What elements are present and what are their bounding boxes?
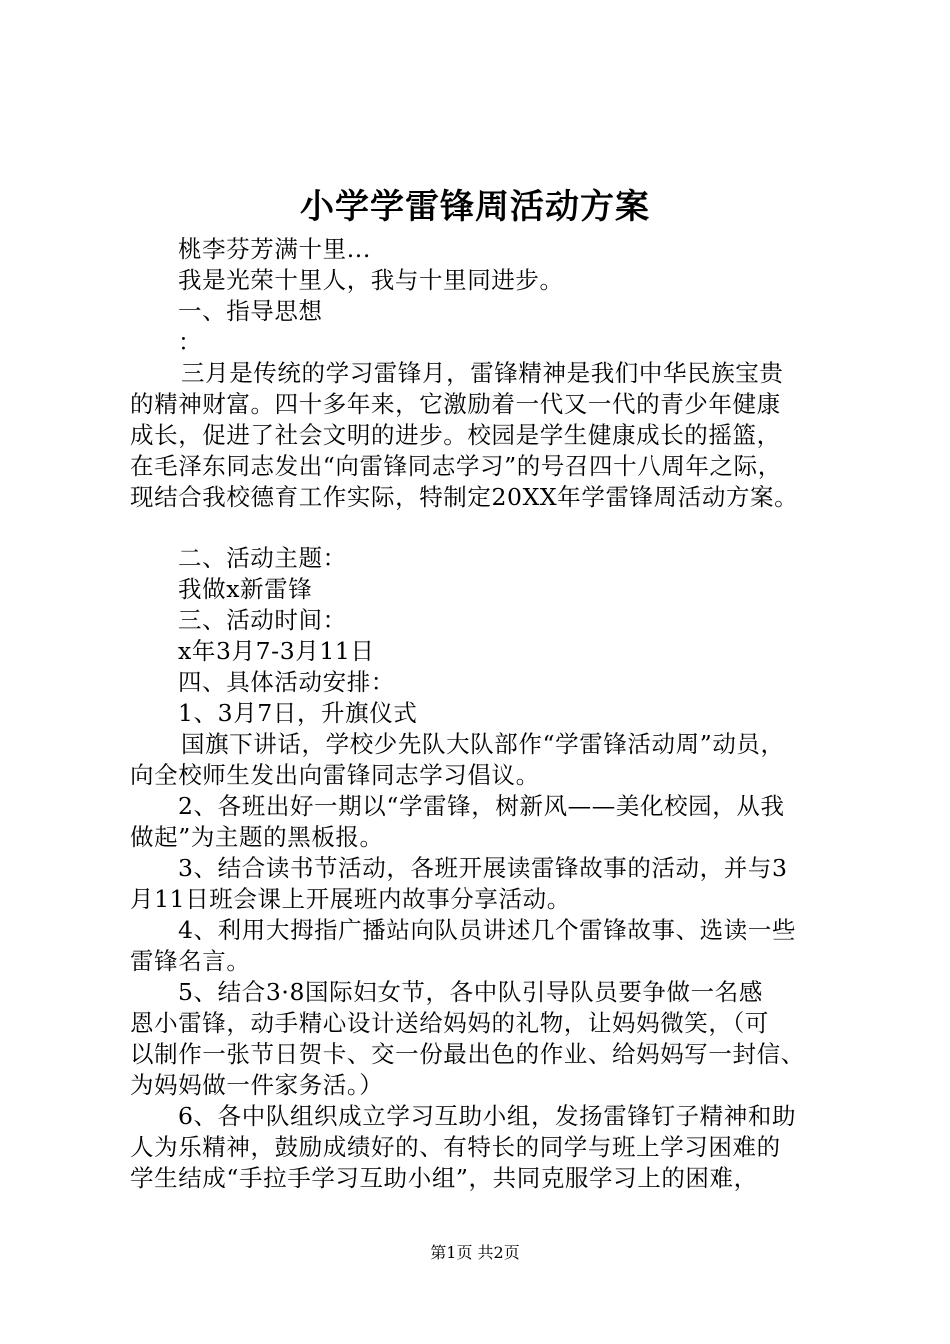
text-line: 的精神财富。四十多年来，它激励着一代又一代的青少年健康: [130, 390, 781, 418]
text-line: 向全校师生发出向雷锋同志学习倡议。: [130, 761, 540, 789]
text-line: 现结合我校德育工作实际，特制定20XX年学雷锋周活动方案。: [130, 483, 799, 511]
section-heading-activity-time: 三、活动时间：: [178, 606, 347, 634]
text-line: 1、3月7日，升旗仪式: [178, 699, 418, 727]
text-line: 3、结合读书节活动，各班开展读雷锋故事的活动，并与3: [178, 854, 788, 882]
text-line: 6、各中队组织成立学习互助小组，发扬雷锋钉子精神和助: [178, 1102, 797, 1130]
text-line: 5、结合3·8国际妇女节，各中队引导队员要争做一名感: [178, 978, 763, 1006]
section-heading-guiding-ideology: 一、指导思想: [178, 297, 323, 325]
text-line: 人为乐精神，鼓励成绩好的、有特长的同学与班上学习困难的: [130, 1133, 781, 1161]
text-line: 雷锋名言。: [130, 947, 251, 975]
paragraph-spacer: [130, 513, 835, 543]
text-line: 2、各班出好一期以“学雷锋，树新风——美化校园，从我: [178, 792, 785, 820]
section-heading-activity-theme: 二、活动主题：: [178, 544, 347, 572]
text-line: 成长，促进了社会文明的进步。校园是学生健康成长的摇篮，: [130, 421, 781, 449]
text-line: ：: [178, 328, 203, 356]
section-heading-activity-arrangement: 四、具体活动安排：: [178, 668, 395, 696]
text-line: 以制作一张节日贺卡、交一份最出色的作业、给妈妈写一封信、: [130, 1040, 805, 1068]
text-line: 恩小雷锋，动手精心设计送给妈妈的礼物，让妈妈微笑，（可: [130, 1009, 769, 1037]
text-line: 三月是传统的学习雷锋月，雷锋精神是我们中华民族宝贵: [181, 359, 784, 387]
text-line: 我做x新雷锋: [178, 575, 313, 603]
document-title: 小学学雷锋周活动方案: [300, 187, 650, 227]
text-line: 为妈妈做一件家务活。）: [130, 1071, 384, 1099]
text-line: 做起”为主题的黑板报。: [130, 823, 384, 851]
text-line: 4、利用大拇指广播站向队员讲述几个雷锋故事、选读一些: [178, 916, 797, 944]
text-line: 国旗下讲话，学校少先队大队部作“学雷锋活动周”动员，: [181, 730, 785, 758]
page-number-footer: 第1页 共2页: [430, 1243, 520, 1262]
text-line: 月11日班会课上开展班内故事分享活动。: [130, 885, 571, 913]
document-body: [130, 234, 835, 1194]
text-line: x年3月7-3月11日: [178, 637, 375, 665]
text-line: 桃李芬芳满十里...: [178, 235, 371, 263]
text-line: 学生结成“手拉手学习互助小组”，共同克服学习上的困难，: [130, 1164, 758, 1192]
text-line: 我是光荣十里人，我与十里同进步。: [178, 266, 564, 294]
text-line: 在毛泽东同志发出“向雷锋同志学习”的号召四十八周年之际，: [130, 452, 782, 480]
